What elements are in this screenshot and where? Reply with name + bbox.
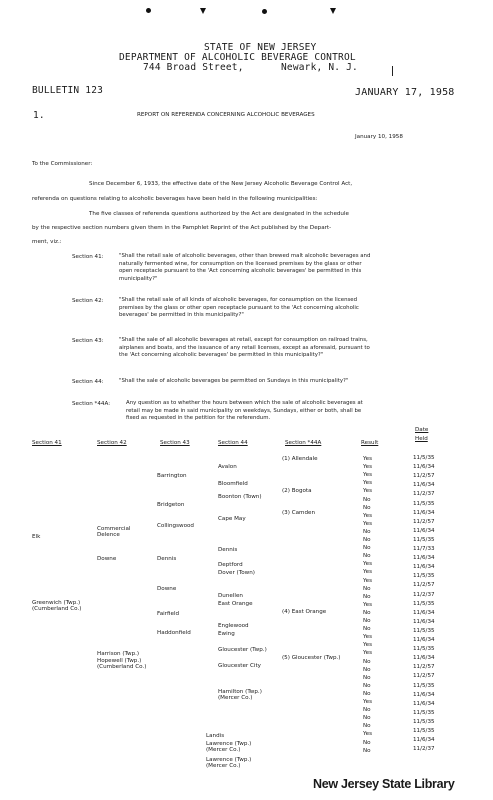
date-held-cell: 11/5/35 [413, 500, 435, 507]
section-44a-label: Section *44A: [72, 401, 111, 407]
header-section-44: Section 44 [218, 440, 248, 446]
bulletin-number: BULLETIN 123 [32, 85, 104, 96]
city-address: Newark, N. J. [281, 62, 358, 73]
date-held-cell: 11/6/34 [413, 700, 435, 707]
date-held-cell: 11/5/35 [413, 709, 435, 716]
department-heading: DEPARTMENT OF ALCOHOLIC BEVERAGE CONTROL [119, 52, 356, 63]
section-44a-entry: (1) Allendale [282, 456, 318, 462]
section-44-entry: Lawrence (Twp.) (Mercer Co.) [206, 741, 252, 754]
report-title: REPORT ON REFERENDA CONCERNING ALCOHOLIC BEVERAGES [137, 112, 315, 118]
paragraph-1-line-1: Since December 6, 1933, the effective date of the New Jersey Alcoholic Beverage Control Act, [89, 181, 353, 187]
result-cell: Yes [363, 577, 373, 584]
date-held-cell: 11/7/33 [413, 546, 435, 552]
paragraph-2-line-2: by the respective section numbers given them in the Pamphlet Reprint of the Act published by the Depart- [32, 225, 332, 231]
section-43-entry: Collingswood [157, 523, 194, 529]
date-held-cell: 11/6/34 [413, 464, 435, 471]
section-43-entry: Downe [157, 586, 177, 592]
header-date-held: Date Held [415, 427, 429, 442]
result-cell: Yes [363, 561, 373, 568]
section-44-entry: Avalon [218, 464, 237, 470]
state-heading: STATE OF NEW JERSEY [204, 42, 317, 53]
date-held-cell: 11/2/57 [413, 582, 435, 589]
section-43-label: Section 43: [72, 338, 104, 344]
section-44-entry: Deptford [218, 562, 243, 568]
result-cell: No [363, 690, 371, 697]
result-cell: Yes [363, 699, 373, 705]
section-44a-entry: (3) Camden [282, 510, 316, 516]
report-date: January 10, 1958 [355, 134, 403, 140]
section-41-entry: Elk [32, 534, 41, 540]
date-held-cell: 11/6/34 [413, 737, 435, 744]
result-cell: Yes [363, 480, 373, 487]
section-43-entry: Fairfield [157, 611, 180, 617]
result-cell: No [363, 715, 371, 722]
section-44-entry: Lawrence (Twp.) (Mercer Co.) [206, 757, 252, 770]
result-cell: No [363, 707, 371, 714]
result-cell: No [363, 747, 371, 754]
result-cell: No [363, 626, 371, 633]
section-44a-entry: (2) Bogota [282, 488, 312, 494]
date-held-cell: 11/5/35 [413, 536, 435, 543]
date-held-cell: 11/6/34 [413, 618, 435, 625]
date-held-cell: 11/5/35 [413, 646, 435, 653]
result-cell: Yes [363, 464, 373, 471]
result-cell: No [363, 593, 371, 600]
section-44-entry: Boonton (Town) [218, 494, 262, 500]
date-held-cell: 11/2/57 [413, 673, 435, 680]
date-held-cell: 11/6/34 [413, 637, 435, 643]
date-held-cell: 11/2/57 [413, 473, 435, 480]
section-42-question: "Shall the retail sale of all kinds of alcoholic beverages, for consumption on the licensed premises by the glass or other open receptacle pursuant to the 'Act concerning alcoholic beverages' be permitted in this municipality?" [119, 297, 359, 319]
date-held-cell: 11/5/35 [413, 728, 435, 734]
date-held-cell: 11/5/35 [413, 573, 435, 580]
result-cell: Yes [363, 569, 373, 576]
result-cell: Yes [363, 456, 373, 462]
header-section-43: Section 43 [160, 440, 190, 446]
date-held-cell: 11/2/37 [413, 591, 435, 598]
result-cell: No [363, 666, 371, 673]
result-cell: No [363, 682, 371, 689]
registration-mark [200, 8, 206, 14]
date-held-cell: 11/6/34 [413, 482, 435, 489]
result-cell: No [363, 739, 371, 746]
result-cell: No [363, 496, 371, 503]
section-44-label: Section 44: [72, 379, 104, 385]
section-44-entry: Dover (Town) [218, 570, 255, 576]
result-cell: No [363, 618, 371, 624]
salutation: To the Commissioner: [32, 161, 93, 167]
section-44-question: "Shall the sale of alcoholic beverages be permitted on Sundays in this municipality?" [119, 378, 349, 384]
hole-punch-mark-center [262, 9, 267, 14]
section-42-entry: Hopewell (Twp.) (Cumberland Co.) [97, 658, 147, 671]
date-held-cell: 11/6/34 [413, 655, 435, 662]
date-held-cell: 11/2/57 [413, 664, 435, 671]
header-section-42: Section 42 [97, 440, 127, 446]
section-44-entry: Dennis [218, 547, 238, 553]
date-held-cell: 11/2/57 [413, 518, 435, 525]
date-held-cell: 11/5/35 [413, 718, 435, 725]
section-44-entry: Hamilton (Twp.) (Mercer Co.) [218, 689, 262, 702]
section-44-entry: Cape May [218, 516, 246, 522]
date-held-cell: 11/5/35 [413, 455, 435, 461]
date-held-cell: 11/6/34 [413, 691, 435, 698]
result-cell: No [363, 553, 371, 560]
section-43-entry: Haddonfield [157, 630, 191, 636]
section-44-entry: Englewood [218, 623, 249, 629]
section-41-question: "Shall the retail sale of alcoholic beverages, other than brewed malt alcoholic beverages and naturally fermented wine, for consumption on the licensed premises by the glass or other open receptacle pursuant to the 'Act concerning alcoholic beverages' be permitted in this municipality?" [119, 253, 371, 282]
result-cell: No [363, 674, 371, 681]
section-43-entry: Dennis [157, 556, 177, 562]
result-cell: Yes [363, 512, 373, 519]
section-44-entry: Gloucester (Twp.) [218, 647, 267, 653]
result-cell: Yes [363, 488, 373, 495]
date-held-cell: 11/6/34 [413, 527, 435, 534]
date-held-cell: 11/5/35 [413, 627, 435, 634]
header-section-41: Section 41 [32, 440, 62, 446]
hole-punch-mark-left [146, 8, 151, 13]
date-held-cell: 11/5/35 [413, 600, 435, 607]
result-cell: No [363, 658, 371, 665]
section-44a-entry: (5) Gloucester (Twp.) [282, 655, 341, 661]
section-42-entry: Downe [97, 556, 117, 562]
result-cell: No [363, 723, 371, 730]
margin-mark [392, 66, 393, 76]
result-cell: Yes [363, 520, 373, 527]
section-43-question: "Shall the sale of all alcoholic beverages at retail, except for consumption on railroad trains, airplanes and boats, and the issuance of any retail licenses, except as aforesaid, pursuant to the 'Act concerning alcoholic beverages' be permitted in this municipality?" [119, 337, 370, 359]
result-cell: No [363, 537, 371, 543]
result-cell: No [363, 528, 371, 535]
result-cell: Yes [363, 634, 373, 641]
result-cell: Yes [363, 650, 373, 657]
section-44a-question: Any question as to whether the hours between which the sale of alcoholic beverages at retail may be made in said municipality on weekdays, Sundays, either or both, shall be fixed as requested in the petition for the referendum. [126, 400, 363, 422]
section-44-entry: Gloucester City [218, 663, 261, 669]
section-42-label: Section 42: [72, 298, 104, 304]
section-44-entry: Dunellen [218, 593, 243, 599]
section-43-entry: Bridgeton [157, 502, 185, 508]
date-held-cell: 11/6/34 [413, 509, 435, 516]
section-41-entry: Greenwich (Twp.) (Cumberland Co.) [32, 600, 82, 613]
date-held-cell: 11/6/34 [413, 564, 435, 571]
paragraph-2-line-1: The five classes of referenda questions authorized by the Act are designated in the schedule [89, 211, 349, 217]
result-cell: Yes [363, 601, 373, 608]
date-held-cell: 11/6/34 [413, 609, 435, 616]
date-held-cell: 11/6/34 [413, 555, 435, 562]
section-44-entry: Ewing [218, 631, 235, 637]
header-result: Result [361, 440, 379, 446]
section-44-entry: East Orange [218, 601, 253, 607]
result-cell: No [363, 609, 371, 616]
registration-mark-right [330, 8, 336, 14]
item-number: 1. [33, 110, 45, 121]
section-42-entry: Harrison (Twp.) [97, 651, 140, 657]
paragraph-2-line-3: ment, viz.: [32, 239, 62, 245]
section-42-entry: Commercial Delence [97, 526, 131, 539]
header-section-44a: Section *44A [285, 440, 322, 446]
result-cell: No [363, 545, 371, 552]
section-44-entry: Bloomfield [218, 481, 248, 487]
date-held-cell: 11/2/37 [413, 491, 435, 498]
result-cell: Yes [363, 731, 373, 738]
street-address: 744 Broad Street, [143, 62, 244, 73]
section-41-label: Section 41: [72, 254, 104, 260]
library-stamp: New Jersey State Library [313, 777, 455, 791]
bulletin-date: JANUARY 17, 1958 [355, 87, 455, 98]
section-43-entry: Barrington [157, 473, 187, 479]
section-44a-entry: (4) East Orange [282, 609, 327, 615]
result-cell: Yes [363, 472, 373, 479]
result-cell: No [363, 504, 371, 511]
date-held-cell: 11/5/35 [413, 682, 435, 689]
date-held-cell: 11/2/37 [413, 746, 435, 753]
section-44-entry: Landis [206, 733, 225, 739]
result-cell: Yes [363, 642, 373, 649]
paragraph-1-line-2: referenda on questions relating to alcoholic beverages have been held in the following municipalities: [32, 196, 318, 202]
result-cell: No [363, 585, 371, 592]
